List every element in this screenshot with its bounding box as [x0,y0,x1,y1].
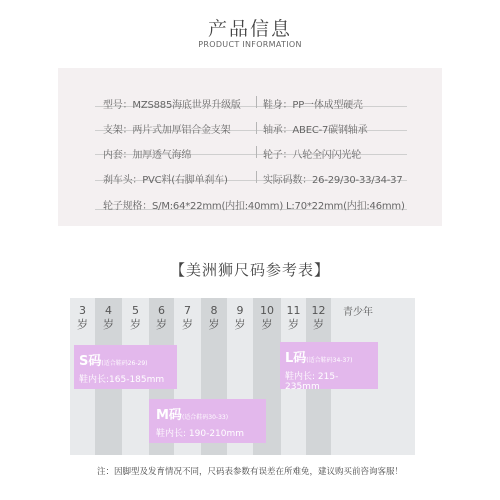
age-label: 7 岁 [182,304,193,331]
spec-bearing: 轴承：ABEC-7碳钢轴承 [263,125,368,136]
spec-frame: 支架：两片式加厚铝合金支架 [103,125,231,136]
age-label: 10 岁 [260,304,274,331]
size-l-length: 鞋内长: 215-235mm [285,372,339,392]
size-l-box [280,342,378,392]
age-label: 8 岁 [208,304,220,331]
page-title: 产品信息 [207,18,292,40]
size-chart [70,298,415,455]
size-l-fit: (适合鞋码34-37) [306,357,353,364]
age-label: 12 岁 [311,304,326,331]
spec-shell: 鞋身：PP一体成型硬壳 [263,100,363,111]
age-label: 4 岁 [103,304,114,331]
age-label: 3 岁 [77,304,88,331]
page-subtitle: PRODUCT INFORMATION [198,40,302,49]
spec-liner: 内套：加厚透气海绵 [103,150,192,161]
spec-brake: 刹车头：PVC料(右脚单刹车) [103,175,228,186]
footer-note: 注：因脚型及发育情况不同，尺码表参数有误差在所难免，建议购买前咨询客服！ [96,467,403,477]
product-info-panel [58,68,442,226]
size-m-box [149,399,266,443]
spec-sizes: 实际码数：26-29/30-33/34-37 [263,175,403,186]
size-m-name: M码 [156,408,182,423]
teen-label: 青少年 [343,307,373,318]
age-label: 6 岁 [156,304,167,331]
size-s-length: 鞋内长:165-185mm [79,375,165,385]
column-divider [256,122,257,134]
spec-wheel-size: 轮子规格：S/M:64*22mm(内扣:40mm) L:70*22mm(内扣:46mm) [103,201,405,212]
size-m-length: 鞋内长: 190-210mm [156,429,245,439]
column-divider [256,96,257,108]
size-l-name: L码 [285,351,307,366]
spec-model: 型号：MZS885海底世界升级版 [103,100,241,111]
spec-wheels: 轮子：八轮全闪闪光轮 [263,150,361,161]
size-m-fit: (适合鞋码30-33) [181,414,229,421]
age-label: 11 岁 [286,304,301,331]
age-label: 9 岁 [234,304,246,331]
age-label: 5 岁 [130,304,141,331]
size-s-fit: (适合鞋码26-29) [101,360,148,367]
size-s-name: S码 [79,354,102,369]
size-s-box [74,345,177,389]
column-divider [256,146,257,158]
size-chart-title: 【美洲狮尺码参考表】 [169,261,330,279]
column-divider [256,171,257,183]
